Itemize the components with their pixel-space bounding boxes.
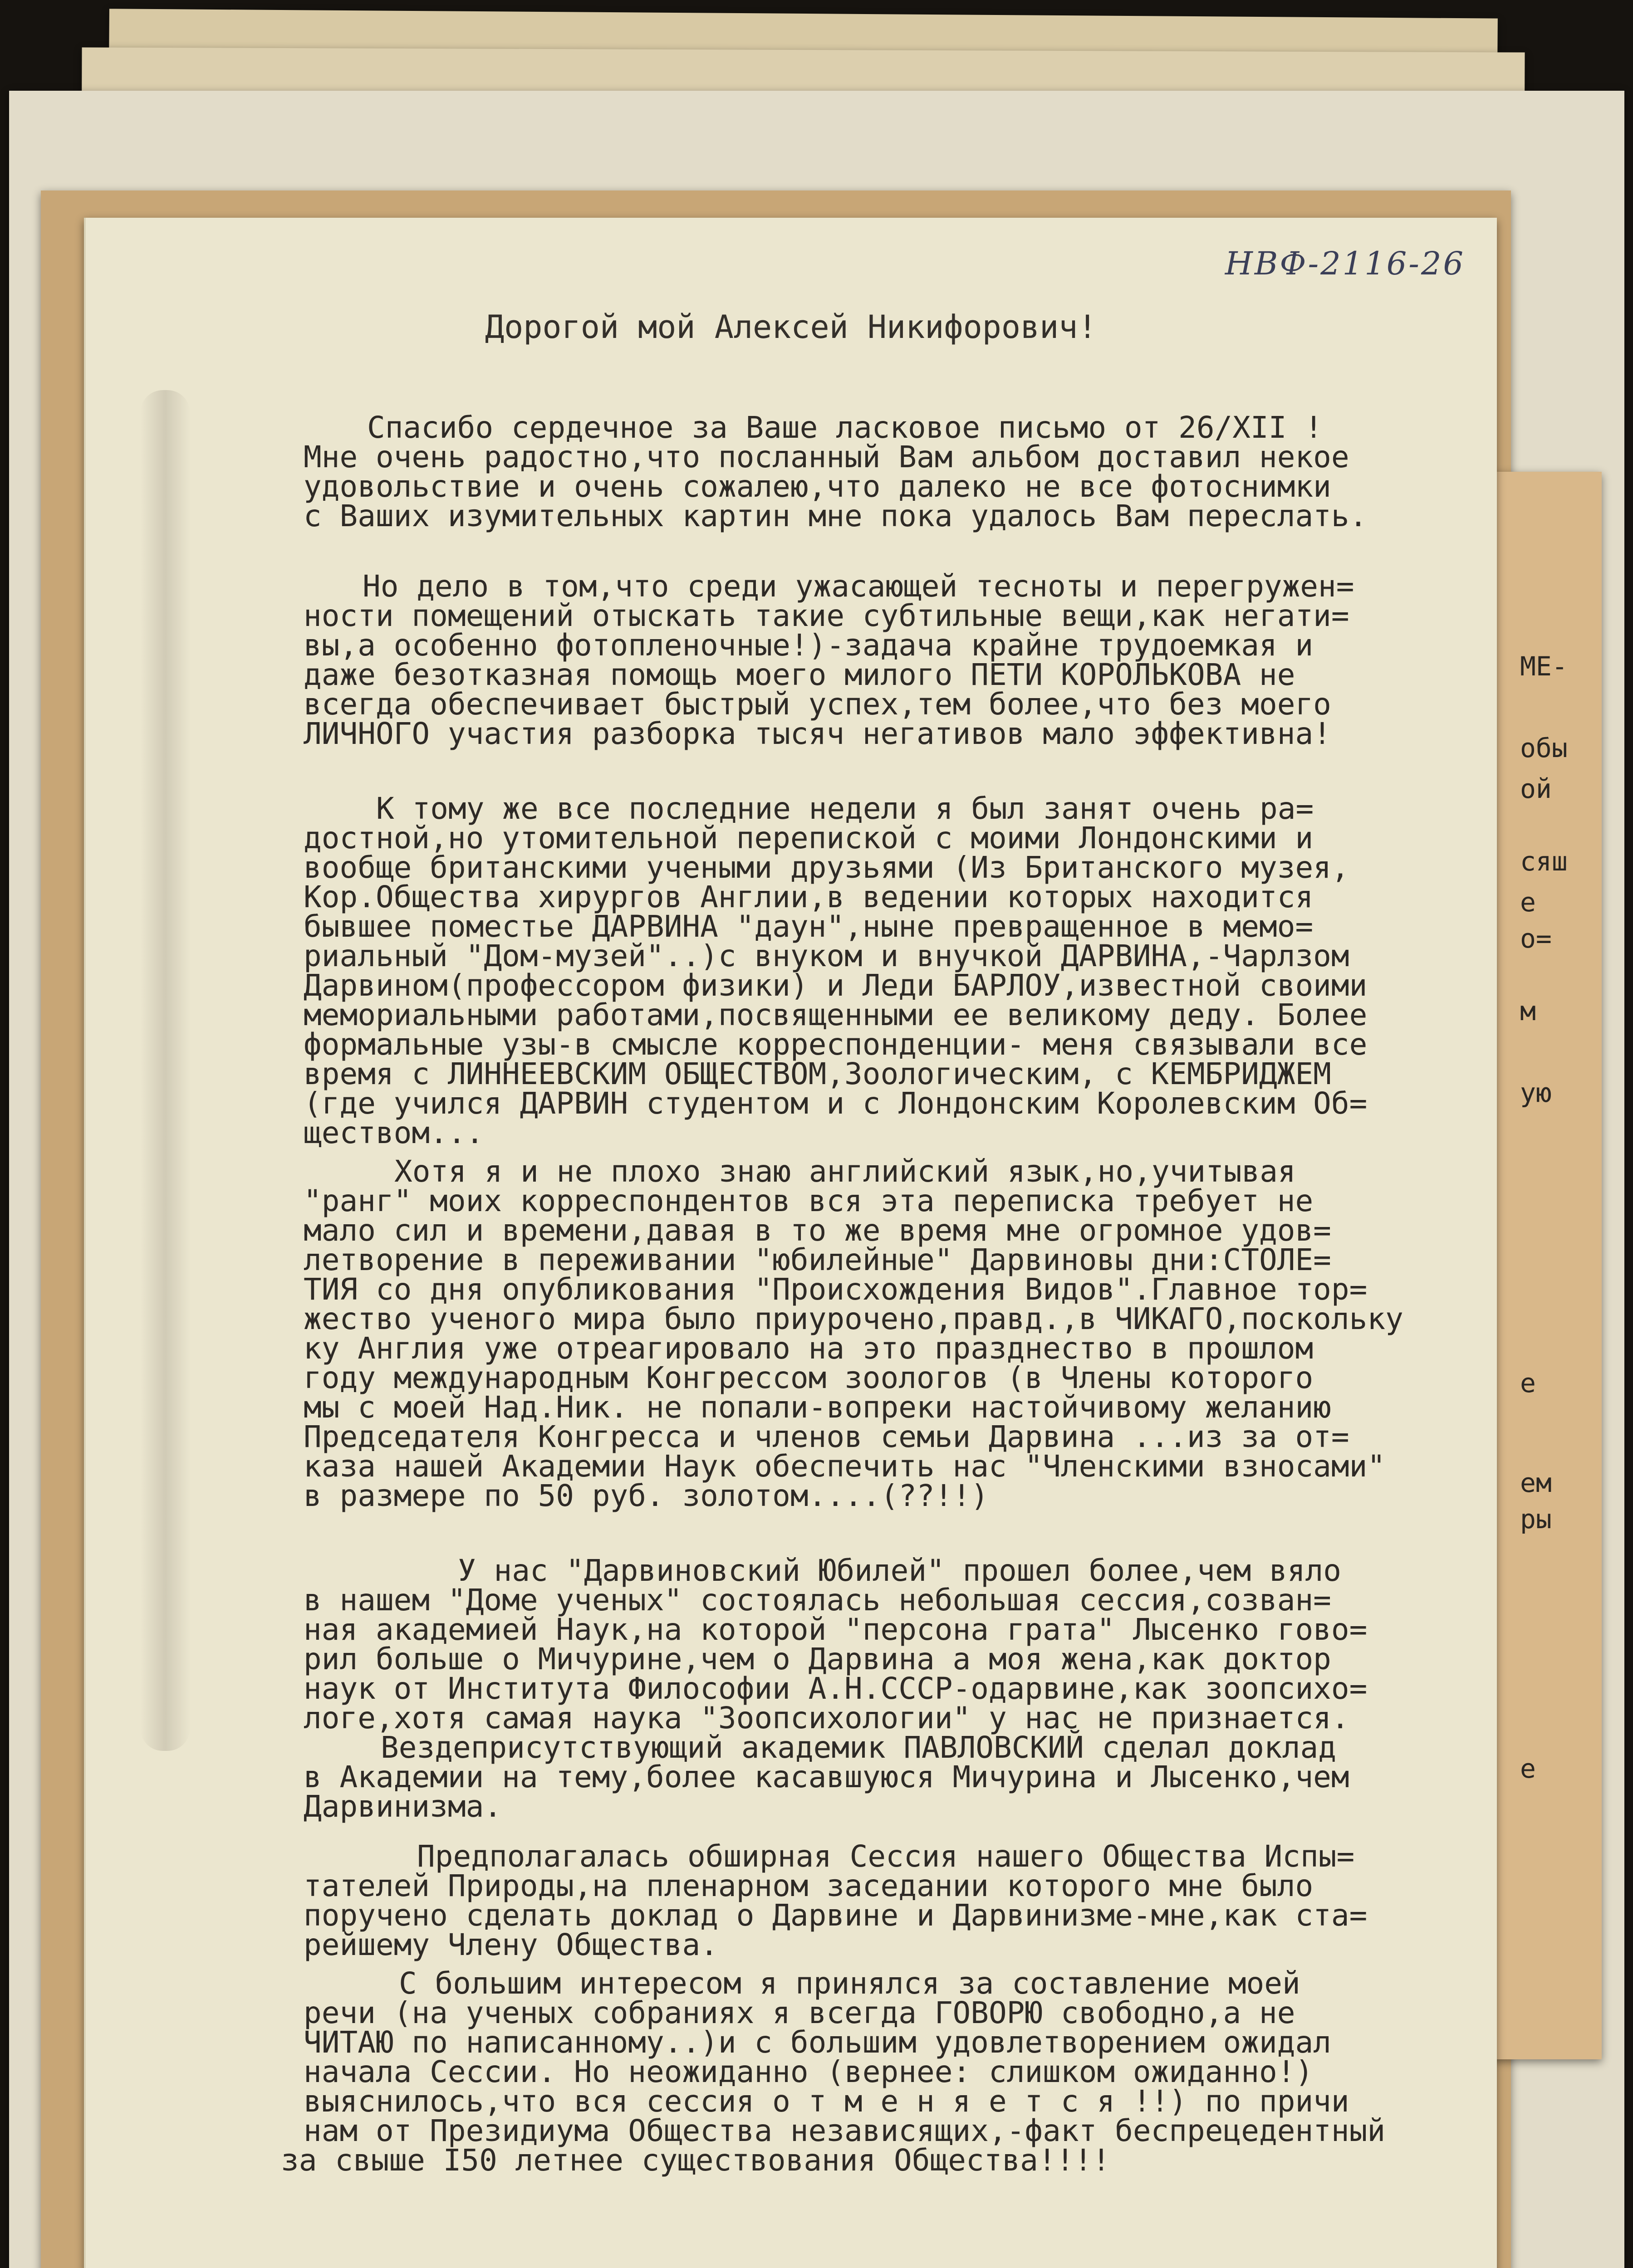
text-line: нам от Президиума Общества независящих,-факт беспрецедентный	[304, 2113, 1386, 2148]
text-line: Хотя я и не плохо знаю английский язык,но,учитывая	[394, 1154, 1296, 1189]
text-line: году международным Конгрессом зоологов (в Члены которого	[304, 1360, 1314, 1395]
text-line: тателей Природы,на пленарном заседании которого мне было	[304, 1868, 1314, 1903]
text-line: Вездеприсутствующий академик ПАВЛОВСКИЙ сделал доклад	[381, 1730, 1336, 1765]
text-line: Предполагалась обширная Сессия нашего Общества Испы=	[417, 1839, 1355, 1874]
text-line: ЛИЧНОГО участия разборка тысяч негативов мало эффективна!	[304, 716, 1331, 751]
text-line: в Академии на тему,более касавшуюся Мичурина и Лысенко,чем	[304, 1760, 1349, 1794]
text-line: логе,хотя самая наука "Зоопсихологии" у нас не признается.	[304, 1701, 1349, 1735]
text-line: ЧИТАЮ по написанному..)и с большим удовлетворением ожидал	[304, 2025, 1331, 2060]
text-line: К тому же все последние недели я был занят очень ра=	[376, 791, 1314, 826]
text-line: начала Сессии. Но неожиданно (вернее: слишком ожиданно!)	[304, 2054, 1314, 2089]
text-line: рейшему Члену Общества.	[304, 1927, 718, 1962]
text-line: бывшее поместье ДАРВИНА "даун",ныне превращенное в мемо=	[304, 909, 1314, 944]
text-line: удовольствие и очень сожалею,что далеко не все фотоснимки	[304, 469, 1331, 504]
text-line: "ранг" моих корреспондентов вся эта переписка требует не	[304, 1183, 1314, 1218]
text-line: ку Англия уже отреагировало на это празднество в прошлом	[304, 1331, 1314, 1366]
text-line: время с ЛИННЕЕВСКИМ ОБЩЕСТВОМ,Зоологическим, с КЕМБРИДЖЕМ	[304, 1056, 1331, 1091]
text-line: рил больше о Мичурине,чем о Дарвина а моя жена,как доктор	[304, 1642, 1331, 1677]
text-line: вы,а особенно фотопленочные!)-задача крайне трудоемкая и	[304, 628, 1314, 663]
text-line: речи (на ученых собраниях я всегда ГОВОРЮ свободно,а не	[304, 1995, 1295, 2030]
fragment: МЕ-	[1520, 651, 1568, 682]
text-line: мало сил и времени,давая в то же время мне огромное удов=	[304, 1213, 1331, 1248]
fragment: е	[1520, 887, 1536, 918]
text-line: поручено сделать доклад о Дарвине и Дарвинизме-мне,как ста=	[304, 1898, 1368, 1933]
text-line: за свыше I50 летнее существования Общества!!!!	[281, 2143, 1110, 2178]
fragment: ую	[1520, 1077, 1552, 1108]
text-line: вообще британскими учеными друзьями (Из Британского музея,	[304, 850, 1349, 885]
fragment: е	[1520, 1753, 1536, 1784]
archive-code: НВФ-2116-26	[1225, 245, 1465, 282]
fragment: о=	[1520, 923, 1552, 954]
fragment: ой	[1520, 773, 1552, 804]
text-line: даже безотказная помощь моего милого ПЕТИ КОРОЛЬКОВА не	[304, 657, 1295, 692]
text-line: С большим интересом я принялся за составление моей	[399, 1966, 1300, 2001]
fragment: ры	[1520, 1504, 1552, 1535]
text-line: в размере по 50 руб. золотом....(??!!)	[304, 1478, 989, 1513]
text-line: мемориальными работами,посвященными ее великому деду. Более	[304, 997, 1368, 1032]
text-line: в нашем "Доме ученых" состоялась небольшая сессия,созван=	[304, 1583, 1331, 1618]
text-line: (где учился ДАРВИН студентом и с Лондонским Королевским Об=	[304, 1086, 1368, 1121]
text-line: всегда обеспечивает быстрый успех,тем более,что без моего	[304, 687, 1331, 722]
fragment: м	[1520, 996, 1536, 1026]
text-line: каза нашей Академии Наук обеспечить нас "Членскими взносами"	[304, 1449, 1386, 1484]
salutation: Дорогой мой Алексей Никифорович!	[485, 308, 1097, 346]
text-line: Но дело в том,что среди ужасающей тесноты и перегружен=	[363, 569, 1354, 604]
text-line: ная академией Наук,на которой "персона грата" Лысенко гово=	[304, 1612, 1368, 1647]
text-line: ществом...	[304, 1115, 484, 1150]
text-line: Председателя Конгресса и членов семьи Дарвина ...из за от=	[304, 1419, 1349, 1454]
fragment: обы	[1520, 733, 1568, 763]
letter-page	[84, 218, 1497, 2268]
text-line: мы с моей Над.Ник. не попали-вопреки настойчивому желанию	[304, 1390, 1331, 1425]
text-line: выяснилось,что вся сессия о т м е н я е т с я !!) по причи	[304, 2084, 1349, 2119]
text-line: жество ученого мира было приурочено,правд.,в ЧИКАГО,поскольку	[304, 1301, 1403, 1336]
text-line: ности помещений отыскать такие субтильные вещи,как негати=	[304, 598, 1349, 633]
text-line: достной,но утомительной перепиской с моими Лондонскими и	[304, 821, 1314, 855]
text-line: формальные узы-в смысле корреспонденции- меня связывали все	[304, 1027, 1368, 1062]
text-line: Дарвином(профессором физики) и Леди БАРЛОУ,известной своими	[304, 968, 1368, 1003]
text-line: У нас "Дарвиновский Юбилей" прошел более,чем вяло	[458, 1553, 1342, 1588]
fragment: сяш	[1520, 846, 1568, 877]
text-line: ТИЯ со дня опубликования "Происхождения Видов".Главное тор=	[304, 1272, 1368, 1307]
text-line: риальный "Дом-музей"..)с внуком и внучкой ДАРВИНА,-Чарлзом	[304, 938, 1349, 973]
text-line: Дарвинизма.	[304, 1789, 502, 1824]
text-line: Спасибо сердечное за Ваше ласковое письмо от 26/XII !	[367, 410, 1323, 445]
text-line: Кор.Общества хирургов Англии,в ведении которых находится	[304, 880, 1314, 914]
text-line: наук от Института Философии А.Н.СССР-одарвине,как зоопсихо=	[304, 1671, 1368, 1706]
text-line: летворение в переживании "юбилейные" Дарвиновы дни:СТОЛЕ=	[304, 1242, 1331, 1277]
fragment: ем	[1520, 1467, 1552, 1498]
text-line: с Ваших изумительных картин мне пока удалось Вам переслать.	[304, 499, 1368, 533]
underlying-right-sheet	[1493, 472, 1602, 2059]
page-smudge	[140, 390, 190, 1751]
fragment: е	[1520, 1368, 1536, 1398]
text-line: Мне очень радостно,что посланный Вам альбом доставил некое	[304, 440, 1349, 474]
